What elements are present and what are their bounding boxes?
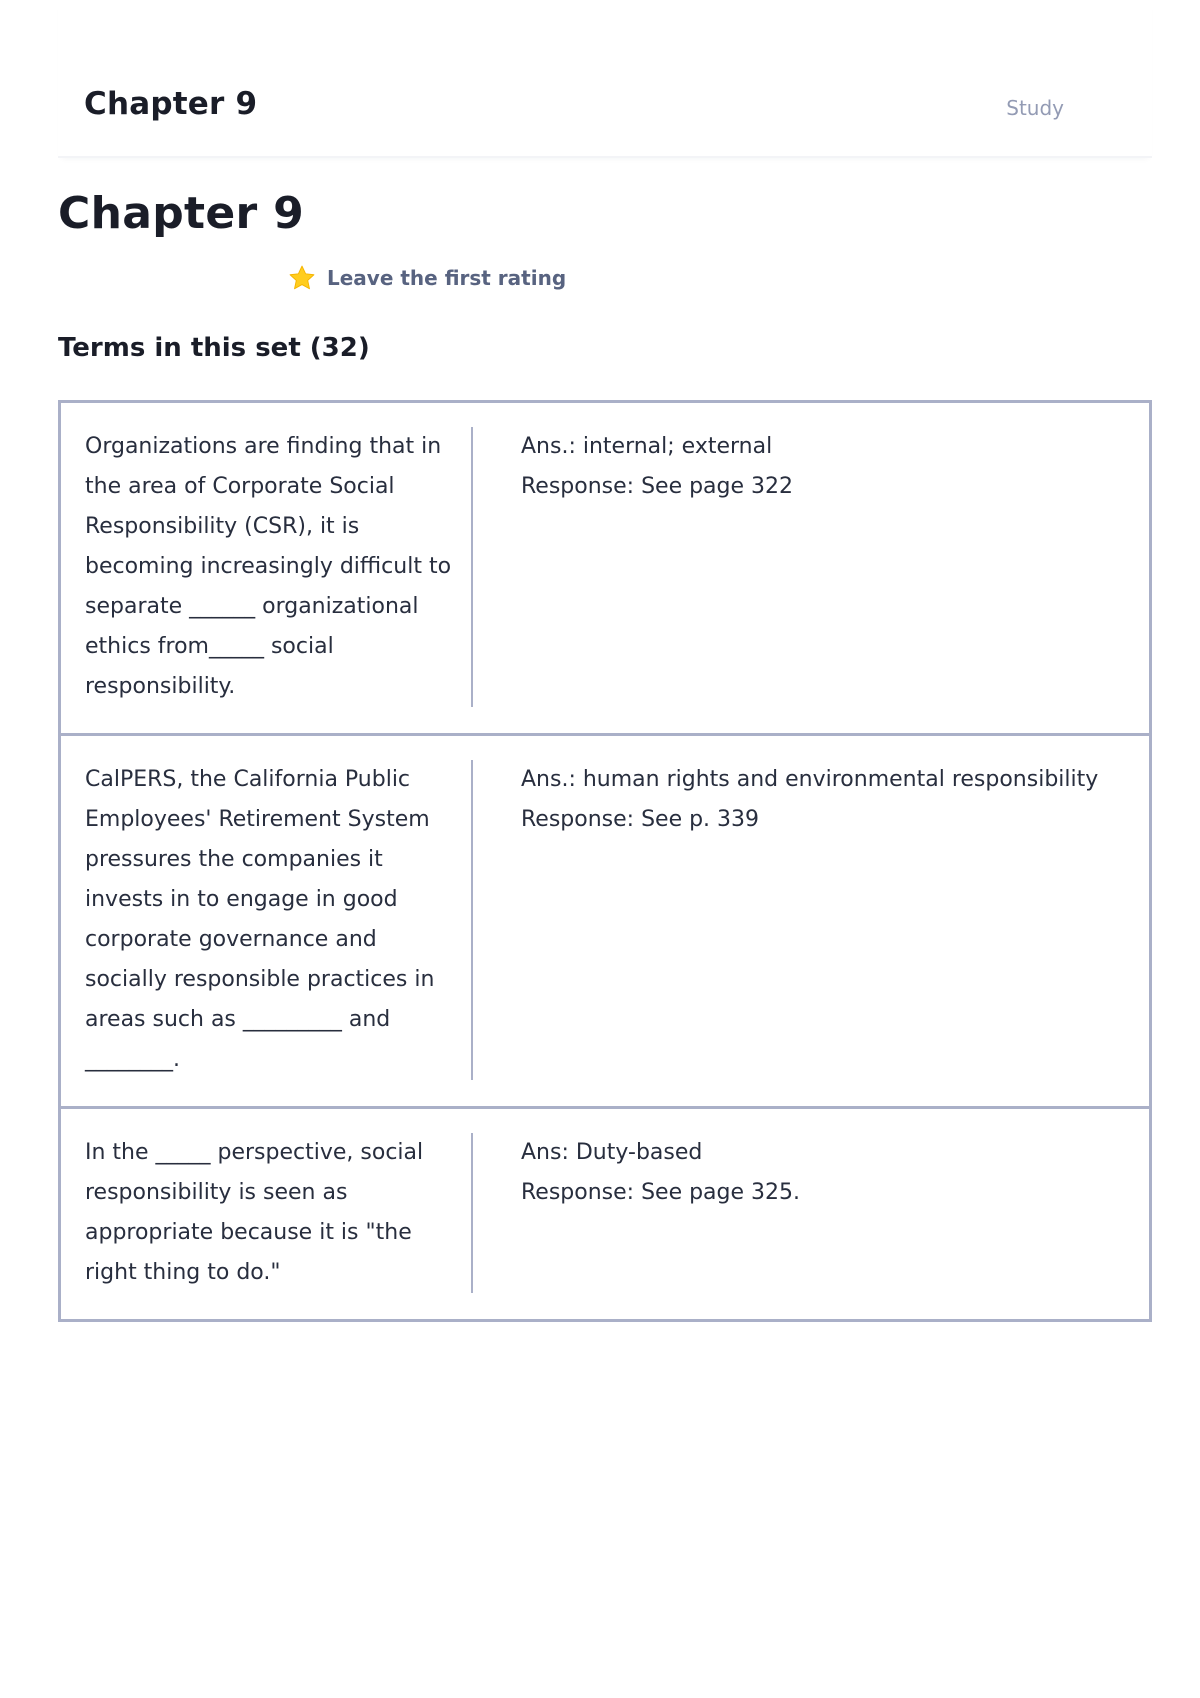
- terms-heading: Terms in this set (32): [58, 333, 370, 363]
- definition-text: [473, 760, 1149, 1080]
- page: [58, 0, 1152, 1285]
- definition-text: [473, 1133, 1149, 1293]
- definition-response: Response: See p. 339: [521, 807, 760, 832]
- definition-response: Response: See page 325.: [521, 1180, 801, 1205]
- definition-answer: Ans.: human rights and environmental responsibility: [521, 767, 1099, 792]
- term-card: [61, 1106, 1149, 1319]
- definition-answer: Ans: Duty-based: [521, 1140, 703, 1165]
- header-title: Chapter 9: [84, 86, 258, 122]
- term-card: [61, 733, 1149, 1106]
- definition-response: Response: See page 322: [521, 474, 794, 499]
- rating-button[interactable]: [288, 264, 566, 292]
- rating-label: Leave the first rating: [327, 266, 567, 290]
- definition-text: [473, 427, 1149, 707]
- top-bar: [58, 0, 1152, 158]
- star-icon: [288, 264, 316, 292]
- study-link[interactable]: Study: [1006, 96, 1064, 120]
- term-text: Organizations are finding that in the area of Corporate Social Responsibility (CSR), it is becoming increasingly difficult to separate ______ organizational ethics from_____ social responsibility.: [61, 427, 473, 707]
- page-title: Chapter 9: [58, 188, 305, 239]
- terms-list: [58, 400, 1152, 1322]
- definition-answer: Ans.: internal; external: [521, 434, 773, 459]
- term-text: CalPERS, the California Public Employees' Retirement System pressures the companies it invests in to engage in good corporate governance and socially responsible practices in areas such as _________ and ________.: [61, 760, 473, 1080]
- term-text: In the _____ perspective, social responsibility is seen as appropriate because it is "the right thing to do.": [61, 1133, 473, 1293]
- term-card: [61, 403, 1149, 733]
